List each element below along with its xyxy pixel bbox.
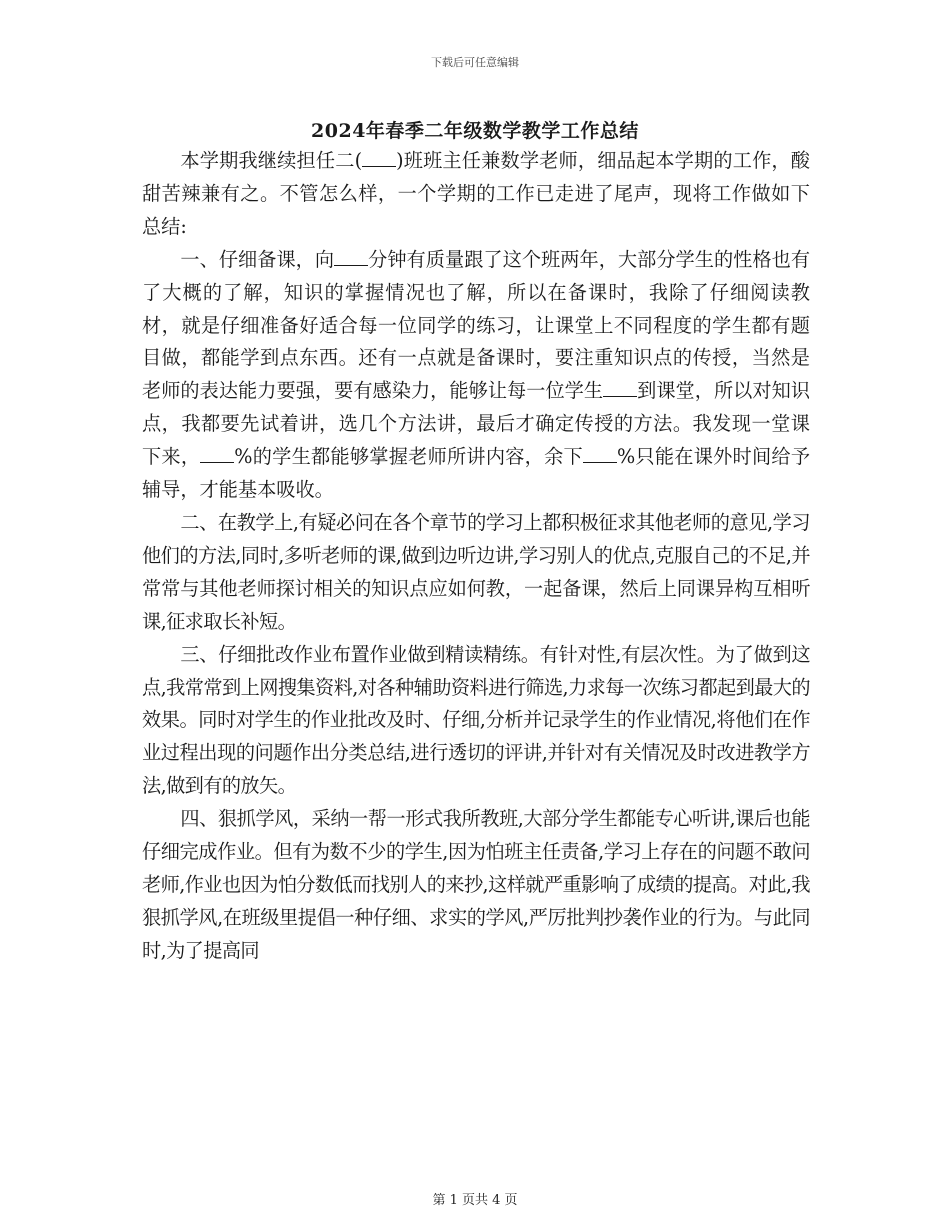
document-title: 2024年春季二年级数学教学工作总结 bbox=[311, 120, 639, 142]
document-body bbox=[142, 145, 810, 968]
paragraph-text: 三、仔细批改作业布置作业做到精读精练。有针对性,有层次性。为了做到这点,我常常到上网搜集资料,对各种辅助资料进行筛选,力求每一次练习都起到最大的效果。同时对学生的作业批改及时、仔细,分析并记录学生的作业情况,将他们在作业过程出现的问题作出分类总结,进行透切的评讲,并针对有关情况及时改进教学方法,做到有的放矢。 bbox=[142, 642, 810, 798]
fill-blank bbox=[362, 147, 396, 167]
paragraph-intro bbox=[142, 145, 810, 244]
header-note: 下载后可任意编辑 bbox=[431, 56, 519, 69]
paragraph-section-2 bbox=[142, 507, 810, 639]
fill-blank bbox=[603, 377, 637, 397]
fill-blank bbox=[583, 443, 617, 463]
paragraph-section-4 bbox=[142, 803, 810, 968]
paragraph-text: 二、在教学上,有疑必问在各个章节的学习上都积极征求其他老师的意见,学习他们的方法,同时,多听老师的课,做到边听边讲,学习别人的优点,克服自己的不足,并常常与其他老师探讨相关的知识点应如何教，一起备课，然后上同课异构互相听课,征求取长补短。 bbox=[142, 510, 810, 633]
paragraph-text: 分钟有质量跟了这个班两年，大部分学生的性格也有了大概的了解，知识的掌握情况也了解，所以在备课时，我除了仔细阅读教材，就是仔细准备好适合每一位同学的练习，让课堂上不同程度的学生都有题目做，都能学到点东西。还有一点就是备课时，要注重知识点的传授，当然是老师的表达能力要强，要有感染力，能够让每一位学生 bbox=[142, 247, 811, 403]
paragraph-section-1 bbox=[142, 244, 810, 507]
paragraph-text: 四、狠抓学风，采纳一帮一形式我所教班,大部分学生都能专心听讲,课后也能仔细完成作业。但有为数不少的学生,因为怕班主任责备,学习上存在的问题不敢问老师,作业也因为怕分数低而找别人的来抄,这样就严重影响了成绩的提高。对此,我狠抓学风,在班级里提倡一种仔细、求实的学风,严厉批判抄袭作业的行为。与此同时,为了提高同 bbox=[142, 807, 810, 962]
paragraph-text: )班班主任兼数学老师，细品起本学期的工作，酸甜苦辣兼有之。不管怎么样，一个学期的工作已走进了尾声，现将工作做如下总结: bbox=[142, 149, 810, 238]
paragraph-text: 一、仔细备课，向 bbox=[180, 247, 335, 271]
paragraph-text: %只能在课外时间给予辅导，才能基本吸收。 bbox=[142, 445, 811, 502]
paragraph-text: 本学期我继续担任二( bbox=[180, 149, 363, 172]
fill-blank bbox=[200, 443, 234, 463]
page-number: 第 1 页共 4 页 bbox=[432, 1193, 518, 1208]
paragraph-text: 到课堂，所以对知识点，我都要先试着讲，选几个方法讲，最后才确定传授的方法。我发现一堂课下来， bbox=[142, 379, 811, 469]
paragraph-section-3 bbox=[142, 639, 810, 804]
paragraph-text: %的学生都能够掌握老师所讲内容，余下 bbox=[234, 445, 583, 469]
fill-blank bbox=[334, 246, 368, 266]
